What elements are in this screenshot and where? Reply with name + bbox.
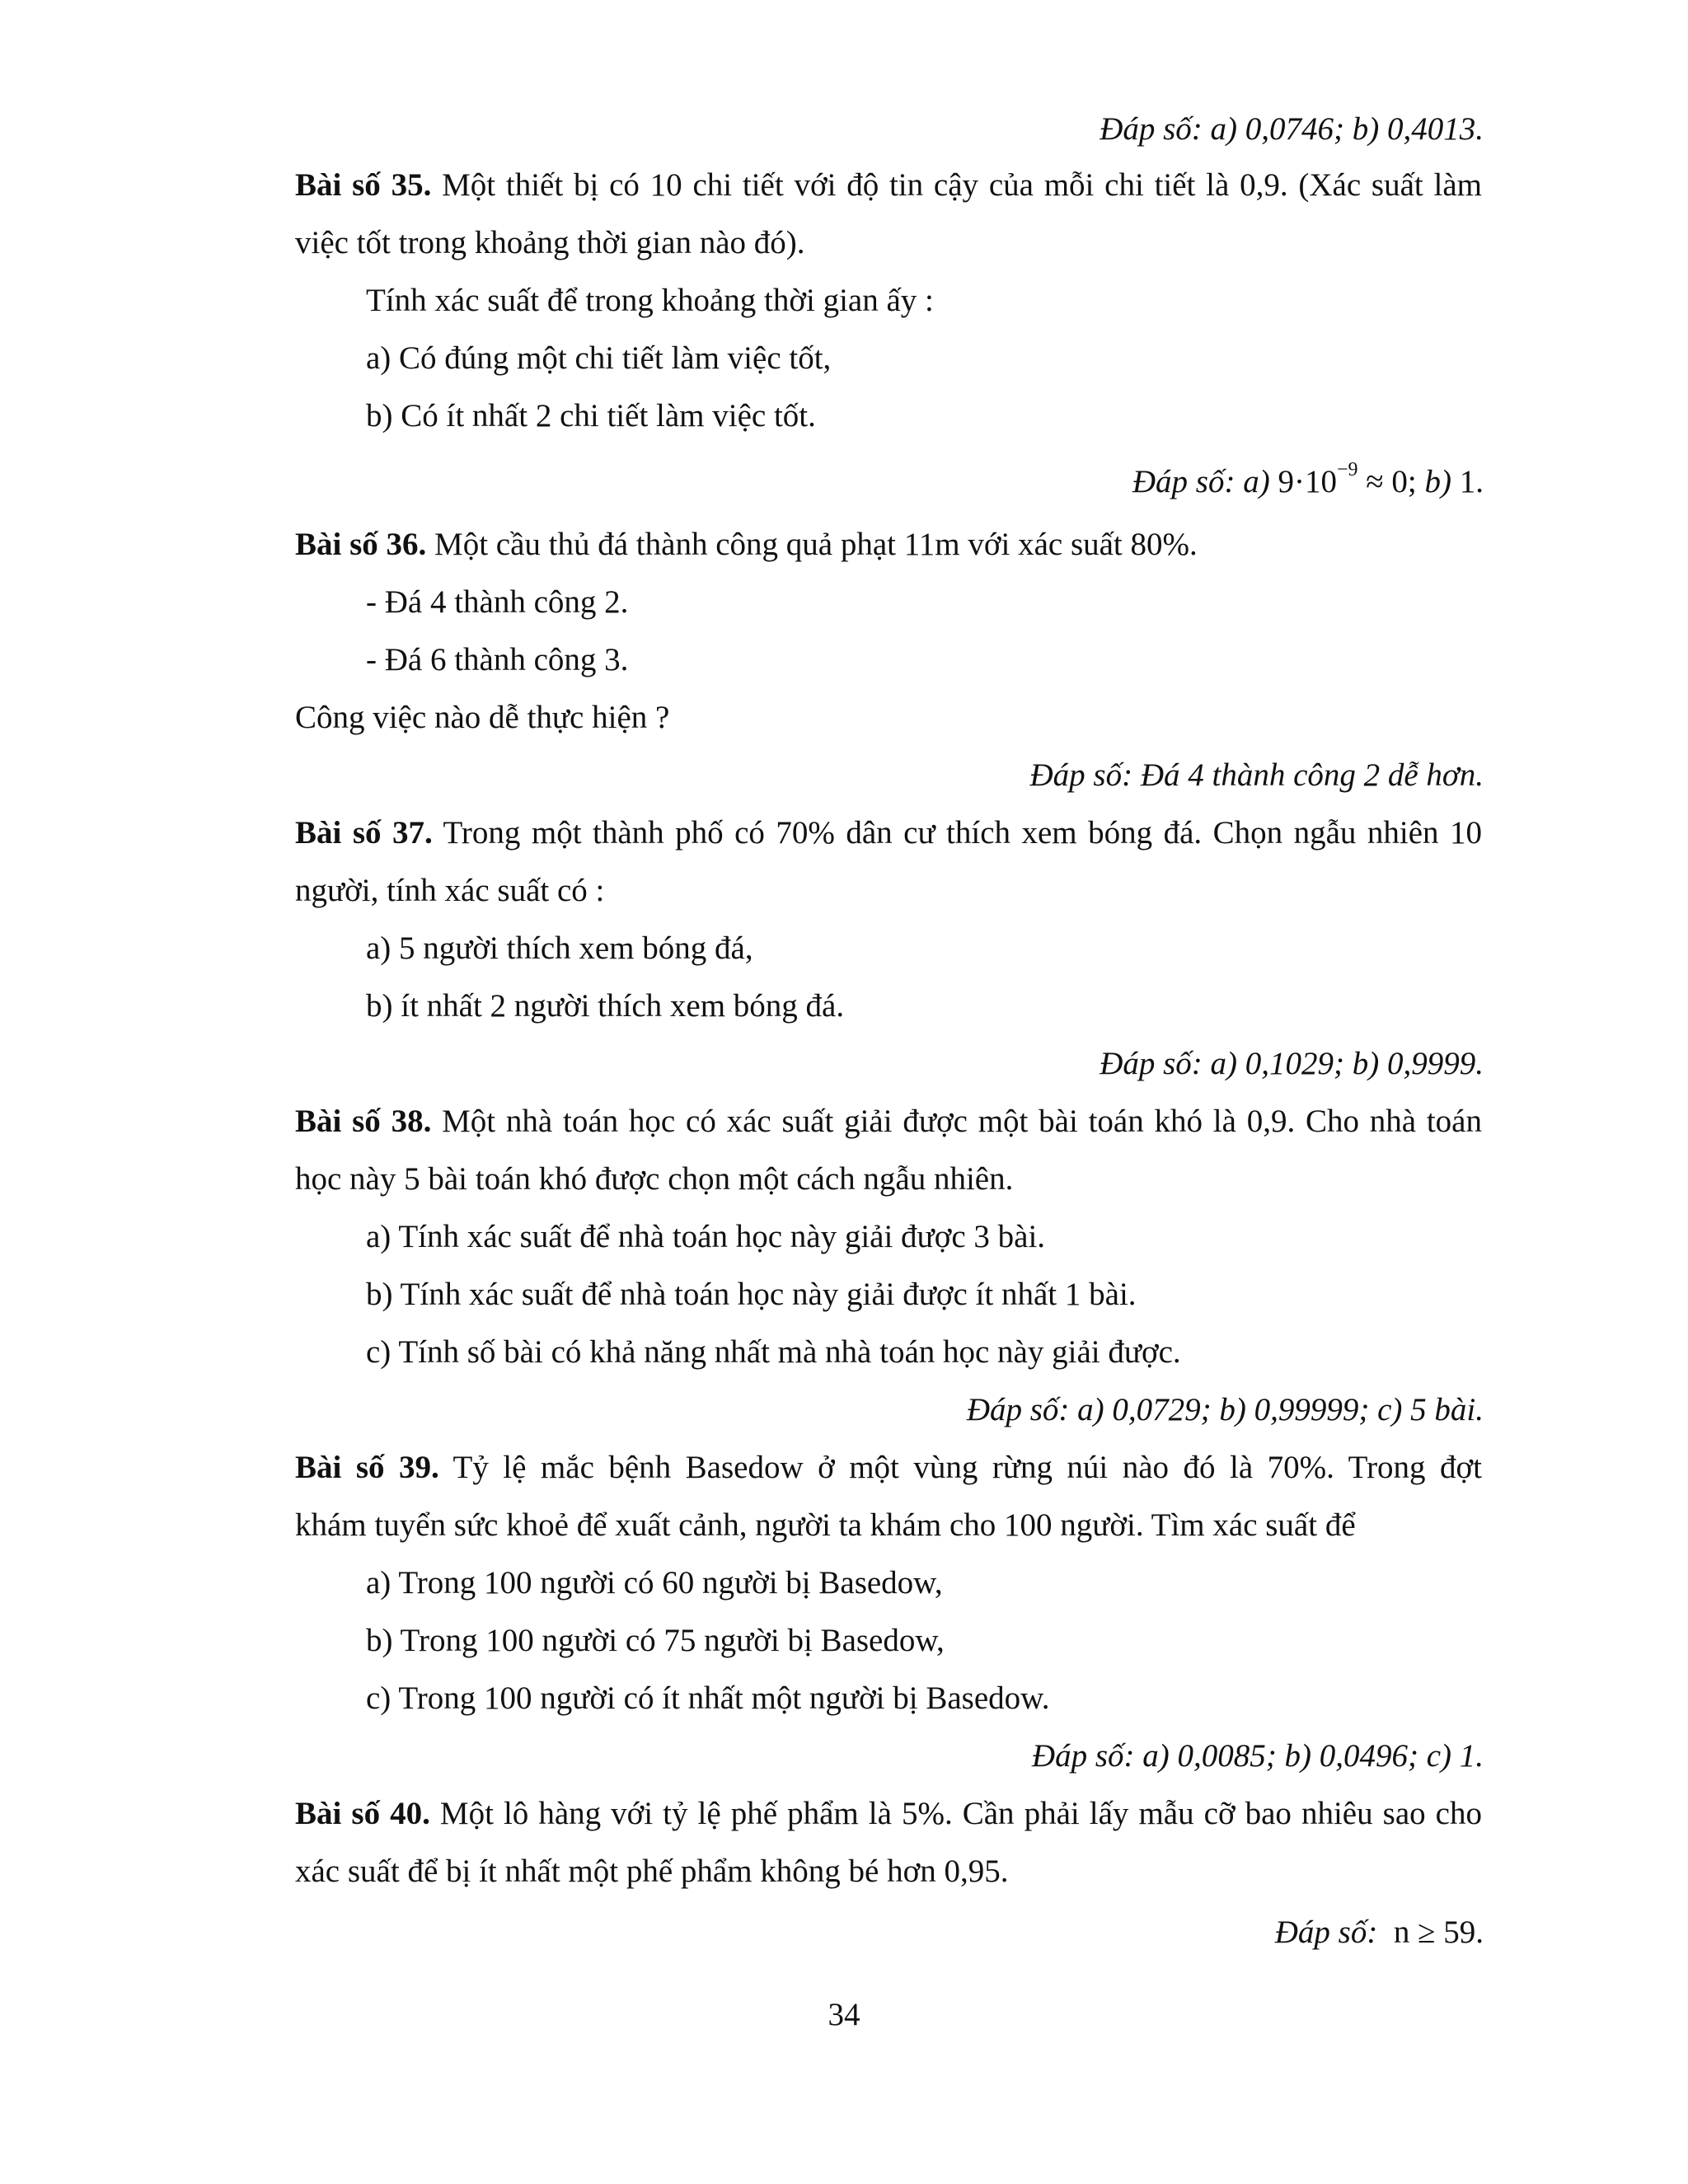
problem-37-label: Bài số 37. (295, 815, 433, 851)
problem-40-text-1: Một lô hàng với tỷ lệ phế phẩm là 5%. Cần phải lấy mẫu cỡ bao nhiêu sao cho (429, 1796, 1482, 1831)
problem-39-item-a: a) Trong 100 người có 60 người bị Basedow, (366, 1565, 943, 1601)
answer-35-b-label: b) (1416, 464, 1451, 499)
answer-35 (1132, 459, 1484, 507)
problem-37-line-1 (295, 813, 1482, 854)
problem-38-item-b: b) Tính xác suất để nhà toán học này giải được ít nhất 1 bài. (366, 1277, 1137, 1312)
problem-38-line-2: học này 5 bài toán khó được chọn một cách ngẫu nhiên. (295, 1161, 1014, 1197)
answer-35-value: 9·10 (1278, 464, 1337, 499)
answer-39: Đáp số: a) 0,0085; b) 0,0496; c) 1. (1031, 1738, 1484, 1774)
problem-35-text-1: Một thiết bị có 10 chi tiết với độ tin cậy của mỗi chi tiết là 0,9. (Xác suất làm (431, 167, 1482, 203)
problem-36-line-1 (295, 524, 1198, 565)
problem-35-label: Bài số 35. (295, 167, 432, 203)
problem-36-text-1: Một cầu thủ đá thành công quả phạt 11m với xác suất 80%. (426, 527, 1198, 562)
answer-38: Đáp số: a) 0,0729; b) 0,99999; c) 5 bài. (966, 1392, 1484, 1427)
problem-40-line-1 (295, 1793, 1482, 1835)
problem-37-text-1: Trong một thành phố có 70% dân cư thích xem bóng đá. Chọn ngẫu nhiên 10 (432, 815, 1482, 851)
problem-39-item-b: b) Trong 100 người có 75 người bị Basedow, (366, 1623, 945, 1658)
problem-39-label: Bài số 39. (295, 1450, 439, 1485)
problem-35-line-3: Tính xác suất để trong khoảng thời gian ấy : (366, 283, 934, 318)
problem-38-item-a: a) Tính xác suất để nhà toán học này giải được 3 bài. (366, 1219, 1046, 1254)
problem-38-label: Bài số 38. (295, 1104, 432, 1139)
problem-39-line-2: khám tuyển sức khoẻ để xuất cảnh, người ta khám cho 100 người. Tìm xác suất để (295, 1507, 1356, 1543)
problem-37-line-2: người, tính xác suất có : (295, 873, 605, 908)
answer-35-exponent: −9 (1336, 459, 1358, 480)
answer-previous: Đáp số: a) 0,0746; b) 0,4013. (1100, 111, 1484, 147)
problem-39-item-c: c) Trong 100 người có ít nhất một người bị Basedow. (366, 1680, 1050, 1716)
page-number: 34 (828, 1997, 860, 2032)
answer-35-approx: ≈ 0; (1357, 464, 1417, 499)
problem-38-item-c: c) Tính số bài có khả năng nhất mà nhà toán học này giải được. (366, 1334, 1181, 1370)
problem-39-text-1: Tỷ lệ mắc bệnh Basedow ở một vùng rừng núi nào đó là 70%. Trong đợt (438, 1450, 1482, 1485)
problem-37-item-a: a) 5 người thích xem bóng đá, (366, 930, 753, 966)
answer-35-prefix: Đáp số: a) (1132, 464, 1270, 499)
answer-35-b-value: 1. (1451, 464, 1484, 499)
problem-35-item-a: a) Có đúng một chi tiết làm việc tốt, (366, 340, 832, 376)
answer-36: Đáp số: Đá 4 thành công 2 dễ hơn. (1029, 757, 1484, 793)
problem-36-label: Bài số 36. (295, 527, 427, 562)
problem-36-question: Công việc nào dễ thực hiện ? (295, 700, 670, 735)
answer-37: Đáp số: a) 0,1029; b) 0,9999. (1100, 1046, 1484, 1081)
problem-40-line-2: xác suất để bị ít nhất một phế phẩm không bé hơn 0,95. (295, 1854, 1009, 1889)
problem-35-line-1 (295, 165, 1482, 206)
problem-36-item-2: - Đá 6 thành công 3. (366, 642, 629, 677)
problem-37-item-b: b) ít nhất 2 người thích xem bóng đá. (366, 988, 845, 1024)
problem-40-label: Bài số 40. (295, 1796, 430, 1831)
answer-40-prefix: Đáp số: (1274, 1915, 1378, 1950)
problem-35-line-2: việc tốt trong khoảng thời gian nào đó). (295, 225, 805, 260)
problem-39-line-1 (295, 1447, 1482, 1488)
problem-35-item-b: b) Có ít nhất 2 chi tiết làm việc tốt. (366, 398, 816, 434)
answer-40-value: n ≥ 59. (1377, 1915, 1484, 1950)
problem-38-text-1: Một nhà toán học có xác suất giải được một bài toán khó là 0,9. Cho nhà toán (431, 1104, 1482, 1139)
problem-38-line-1 (295, 1101, 1482, 1142)
problem-36-item-1: - Đá 4 thành công 2. (366, 584, 629, 620)
answer-40 (1275, 1912, 1484, 1953)
